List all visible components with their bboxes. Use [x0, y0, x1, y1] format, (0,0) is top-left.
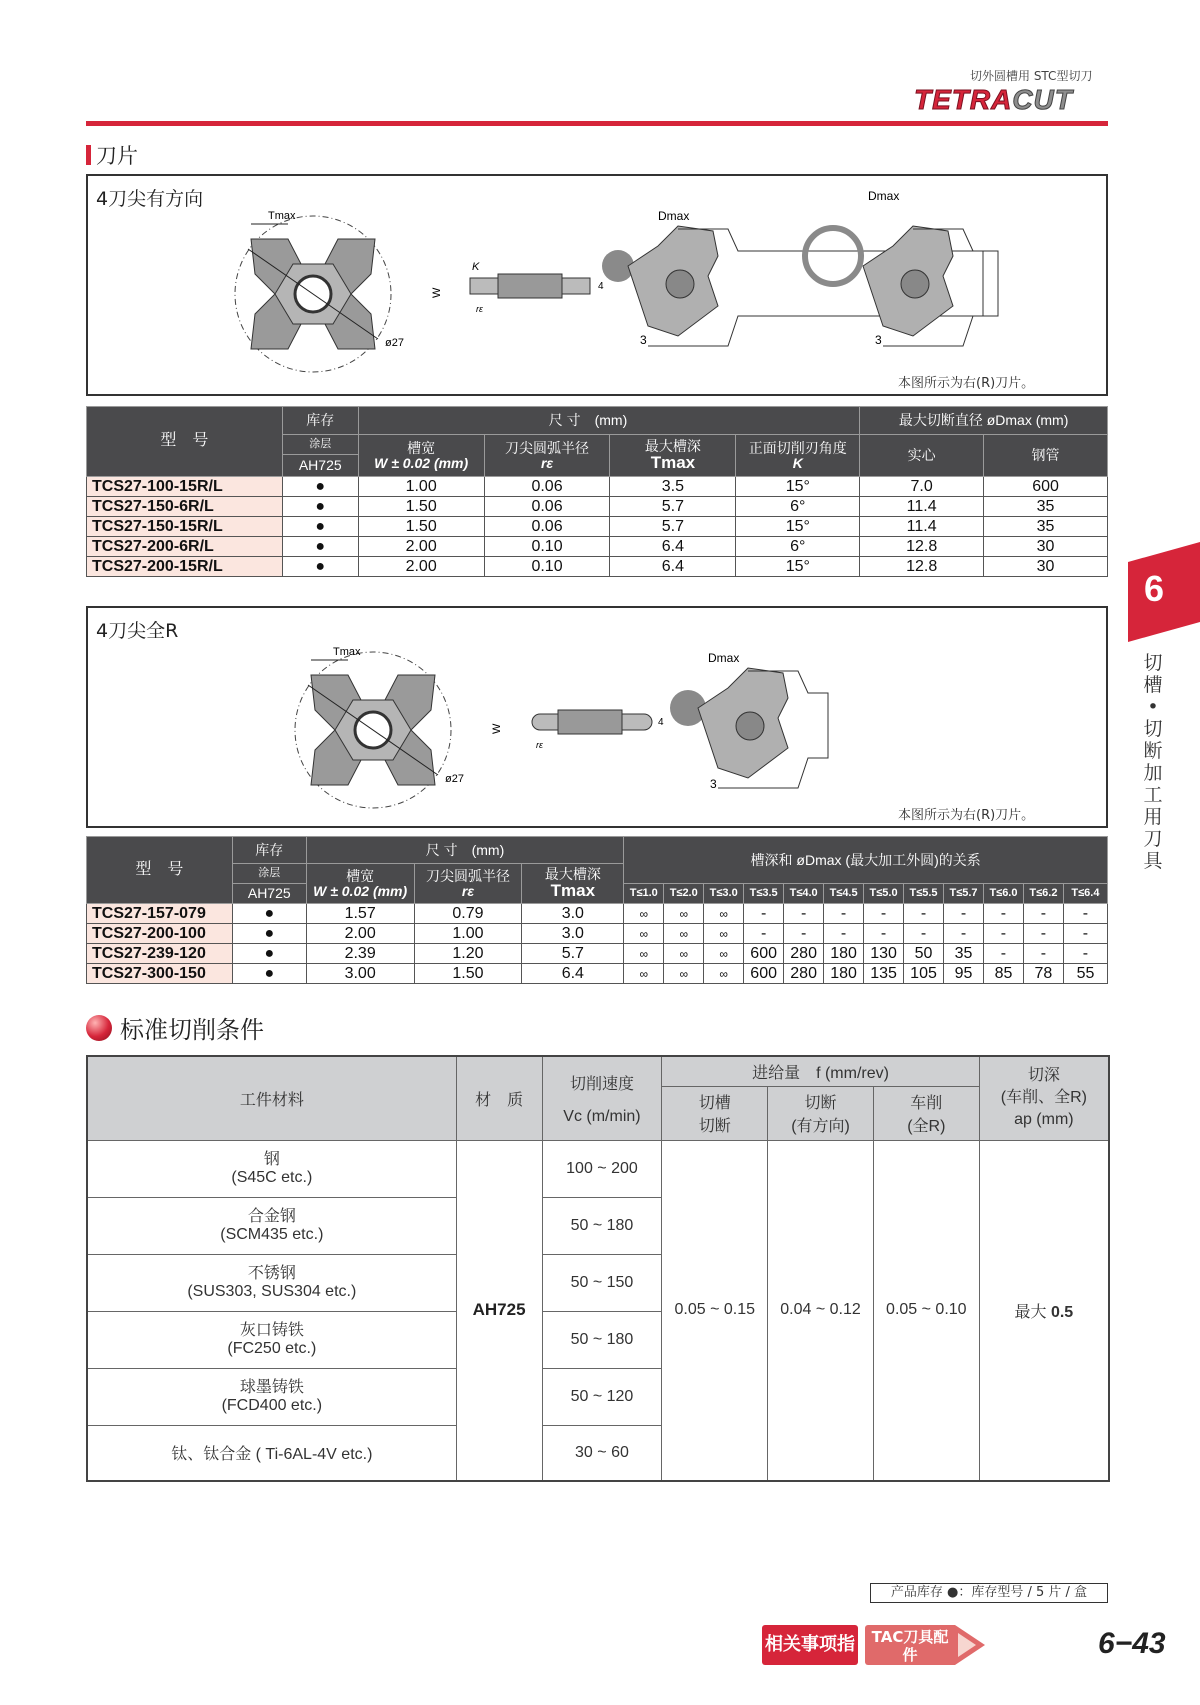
page-number: 6−43 — [1098, 1627, 1166, 1660]
col-feed: 进给量 f (mm/rev) — [662, 1056, 979, 1086]
diameter-label: ø27 — [385, 337, 404, 349]
table-row: TCS27-100-15R/L ● 1.00 0.06 3.5 15° 7.0 600 — [87, 477, 1108, 497]
table-row: TCS27-150-6R/L ● 1.50 0.06 5.7 6° 11.4 35 — [87, 497, 1108, 517]
tmax-label: Tmax — [268, 210, 296, 222]
diagram-frame-full-radius — [86, 606, 1108, 828]
col-pipe: 钢管 — [984, 435, 1108, 477]
feed-groove-value: 0.05 ~ 0.15 — [662, 1140, 768, 1481]
chapter-number: 6 — [1143, 568, 1165, 609]
col-dims: 尺 寸 (mm) — [358, 407, 860, 435]
grade-value: AH725 — [456, 1140, 542, 1481]
diameter-label: ø27 — [445, 773, 464, 785]
re-label: rε — [536, 740, 543, 750]
col-depth: 最大槽深 Tmax — [610, 435, 736, 477]
col-workpiece: 工件材料 — [87, 1056, 456, 1140]
diagram-note: 本图所示为右(R)刀片。 — [898, 808, 1035, 823]
col-angle: 正面切削刃角度 K — [736, 435, 860, 477]
table-row: 钢 (S45C etc.) AH725 100 ~ 200 0.05 ~ 0.15 0.04 ~ 0.12 0.05 ~ 0.10 最大 0.5 — [87, 1140, 1109, 1197]
thickness-label: 4 — [598, 281, 604, 292]
col-depth: 切深 (车削、全R) ap (mm) — [979, 1056, 1109, 1140]
col-speed: 切削速度 Vc (m/min) — [542, 1056, 662, 1140]
section-title-text: 标准切削条件 — [120, 1016, 264, 1044]
col-feed-cutoff: 切断 (有方向) — [768, 1086, 874, 1140]
col-model: 型 号 — [87, 407, 283, 477]
dim-3-label: 3 — [710, 777, 717, 791]
frame-label: 4刀尖有方向 — [96, 188, 204, 210]
col-radius: 刀尖圆弧半径 rε — [484, 435, 610, 477]
table-row: TCS27-239-120 ● 2.39 1.20 5.7 ∞ ∞ ∞ 600 280 180 130 50 35 - - - — [87, 944, 1108, 964]
depth-value: 最大 0.5 — [979, 1140, 1109, 1481]
col-t: T≤6.0 — [983, 884, 1023, 904]
dim-3-label: 3 — [640, 333, 647, 347]
col-width: 槽宽 W ± 0.02 (mm) — [358, 435, 484, 477]
page-subtitle: 切外圆槽用 STC型切刀 — [970, 69, 1093, 83]
header-divider — [86, 121, 1108, 126]
stock-legend: 产品库存 ●：库存型号 / 5 片 / 盒 — [870, 1583, 1108, 1603]
col-grade: AH725 — [232, 884, 306, 904]
col-stock: 库存 — [232, 837, 306, 864]
table-row: TCS27-300-150 ● 3.00 1.50 6.4 ∞ ∞ ∞ 600 280 180 135 105 95 85 78 55 — [87, 964, 1108, 984]
diagram-note: 本图所示为右(R)刀片。 — [898, 376, 1035, 391]
col-t: T≤2.0 — [664, 884, 704, 904]
col-t: T≤5.5 — [904, 884, 944, 904]
col-relation: 槽深和 øDmax (最大加工外圆)的关系 — [624, 837, 1108, 884]
section-title-text: 刀片 — [96, 144, 138, 168]
table-row: 合金钢 (SCM435 etc.) 50 ~ 180 — [87, 1197, 1109, 1254]
dmax-label-solid: Dmax — [658, 209, 690, 223]
table-row: TCS27-200-6R/L ● 2.00 0.10 6.4 6° 12.8 30 — [87, 537, 1108, 557]
table-row: TCS27-157-079 ● 1.57 0.79 3.0 ∞ ∞ ∞ - - - - - - - - - — [87, 904, 1108, 924]
col-coating: 涂层 — [282, 435, 358, 455]
w-label: W — [491, 723, 503, 734]
col-t: T≤4.5 — [824, 884, 864, 904]
col-radius: 刀尖圆弧半径 rε — [414, 864, 522, 904]
diagram-frame-directional — [86, 174, 1108, 396]
tmax-label: Tmax — [333, 646, 361, 658]
col-t: T≤6.2 — [1023, 884, 1063, 904]
col-dmax: 最大切断直径 øDmax (mm) — [860, 407, 1108, 435]
col-t: T≤5.7 — [944, 884, 984, 904]
section-title-inserts — [86, 140, 138, 170]
col-feed-groove: 切槽 切断 — [662, 1086, 768, 1140]
col-t: T≤3.0 — [704, 884, 744, 904]
thickness-label: 4 — [658, 717, 664, 728]
col-grade: 材 质 — [456, 1056, 542, 1140]
col-t: T≤3.5 — [744, 884, 784, 904]
col-t: T≤4.0 — [784, 884, 824, 904]
table-row: 球墨铸铁 (FCD400 etc.) 50 ~ 120 — [87, 1368, 1109, 1425]
table-directional-inserts — [86, 406, 1108, 577]
feed-cutoff-value: 0.04 ~ 0.12 — [768, 1140, 874, 1481]
brand-part2: CUT — [1012, 84, 1073, 115]
col-t: T≤5.0 — [864, 884, 904, 904]
dim-3-label-2: 3 — [875, 333, 882, 347]
col-solid: 实心 — [860, 435, 984, 477]
insert-diagram-directional — [88, 176, 1106, 394]
table-cutting-conditions — [86, 1055, 1110, 1482]
col-grade: AH725 — [282, 455, 358, 477]
related-guide-button[interactable]: 相关事项指南 — [762, 1625, 858, 1665]
col-depth: 最大槽深 Tmax — [522, 864, 624, 904]
brand-part1: TETRA — [914, 84, 1013, 115]
table-row: 灰口铸铁 (FC250 etc.) 50 ~ 180 — [87, 1311, 1109, 1368]
section-marker-icon — [86, 145, 91, 165]
col-model: 型 号 — [87, 837, 233, 904]
re-label: rε — [476, 304, 483, 314]
col-coating: 涂层 — [232, 864, 306, 884]
brand-logo — [914, 86, 1073, 114]
table-full-radius-inserts — [86, 836, 1108, 984]
col-stock: 库存 — [282, 407, 358, 435]
chapter-title: 切槽•切断加工用刀具 — [1143, 652, 1163, 872]
table-row: 不锈钢 (SUS303, SUS304 etc.) 50 ~ 150 — [87, 1254, 1109, 1311]
col-width: 槽宽 W ± 0.02 (mm) — [306, 864, 414, 904]
bullet-ball-icon — [86, 1015, 112, 1041]
col-t: T≤1.0 — [624, 884, 664, 904]
col-dims: 尺 寸 (mm) — [306, 837, 624, 864]
col-feed-turn: 车削 (全R) — [873, 1086, 979, 1140]
feed-turn-value: 0.05 ~ 0.10 — [873, 1140, 979, 1481]
table-row: 钛、钛合金 ( Ti-6AL-4V etc.) 30 ~ 60 — [87, 1425, 1109, 1481]
dmax-label: Dmax — [708, 651, 740, 665]
table-row: TCS27-200-15R/L ● 2.00 0.10 6.4 15° 12.8 30 — [87, 557, 1108, 577]
table-row: TCS27-150-15R/L ● 1.50 0.06 5.7 15° 11.4 35 — [87, 517, 1108, 537]
tac-accessories-button[interactable]: TAC刀具配件 (13-1-) — [865, 1625, 955, 1665]
frame-label: 4刀尖全R — [96, 620, 179, 642]
dmax-label-pipe: Dmax — [868, 189, 900, 203]
section-title-cutting-conditions — [86, 1010, 264, 1045]
w-label: W — [431, 287, 443, 298]
k-label: K — [472, 261, 480, 273]
table-row: TCS27-200-100 ● 2.00 1.00 3.0 ∞ ∞ ∞ - - - - - - - - - — [87, 924, 1108, 944]
arrow-inner-icon — [958, 1633, 976, 1657]
col-t: T≤6.4 — [1063, 884, 1107, 904]
insert-diagram-full-radius — [88, 608, 1106, 826]
